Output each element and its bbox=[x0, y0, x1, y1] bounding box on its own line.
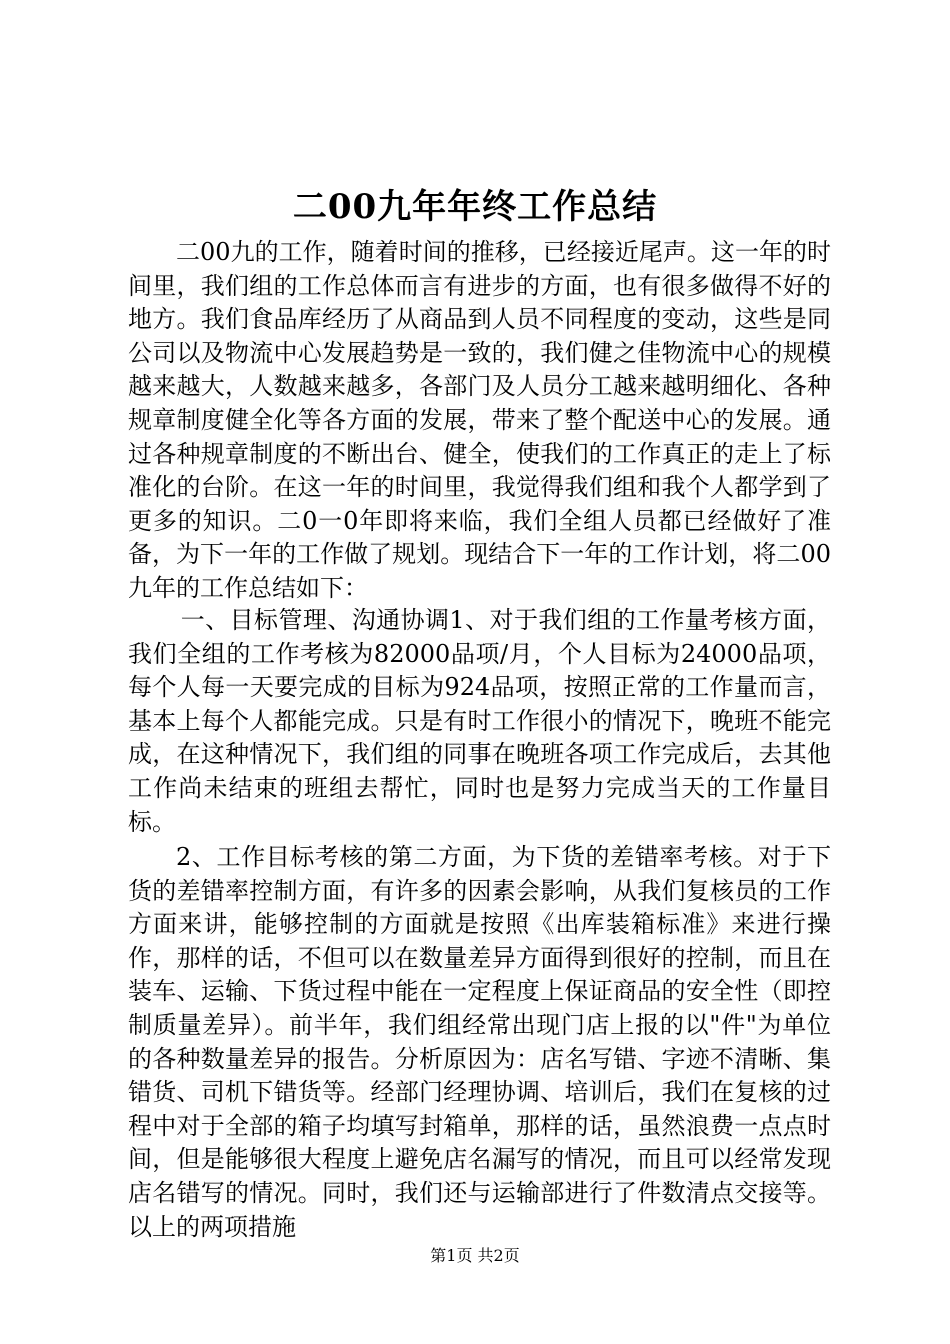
document-title: 二00九年年终工作总结 bbox=[292, 187, 658, 227]
paragraph-section-1: 一、目标管理、沟通协调1、对于我们组的工作量考核方面，我们全组的工作考核为82000品项/月，个人目标为24000品项，每个人每一天要完成的目标为924品项，按照正常的工作量而言，基本上每个人都能完成。只是有时工作很小的情况下，晚班不能完成，在这种情况下，我们组的同事在晚班各项工作完成后，去其他工作尚未结束的班组去帮忙，同时也是努力完成当天的工作量目标。 bbox=[128, 606, 831, 836]
page-footer: 第1页 共2页 bbox=[430, 1246, 520, 1265]
paragraph-intro: 二00九的工作，随着时间的推移，已经接近尾声。这一年的时间里，我们组的工作总体而言有进步的方面，也有很多做得不好的地方。我们食品库经历了从商品到人员不同程度的变动，这些是同公司以及物流中心发展趋势是一致的，我们健之佳物流中心的规模越来越大，人数越来越多，各部门及人员分工越来越明细化、各种规章制度健全化等各方面的发展，带来了整个配送中心的发展。通过各种规章制度的不断出台、健全，使我们的工作真正的走上了标准化的台阶。在这一年的时间里，我觉得我们组和我个人都学到了更多的知识。二0一0年即将来临，我们全组人员都已经做好了准备，为下一年的工作做了规划。现结合下一年的工作计划，将二00九年的工作总结如下： bbox=[128, 238, 831, 602]
paragraph-section-2: 2、工作目标考核的第二方面，为下货的差错率考核。对于下货的差错率控制方面，有许多的因素会影响，从我们复核员的工作方面来讲，能够控制的方面就是按照《出库装箱标准》来进行操作，那样的话，不但可以在数量差异方面得到很好的控制，而且在装车、运输、下货过程中能在一定程度上保证商品的安全性（即控制质量差异）。前半年，我们组经常出现门店上报的以"件"为单位的各种数量差异的报告。分析原因为：店名写错、字迹不清晰、集错货、司机下错货等。经部门经理协调、培训后，我们在复核的过程中对于全部的箱子均填写封箱单，那样的话，虽然浪费一点点时间，但是能够很大程度上避免店名漏写的情况，而且可以经常发现店名错写的情况。同时，我们还与运输部进行了件数清点交接等。以上的两项措施 bbox=[128, 843, 831, 1241]
